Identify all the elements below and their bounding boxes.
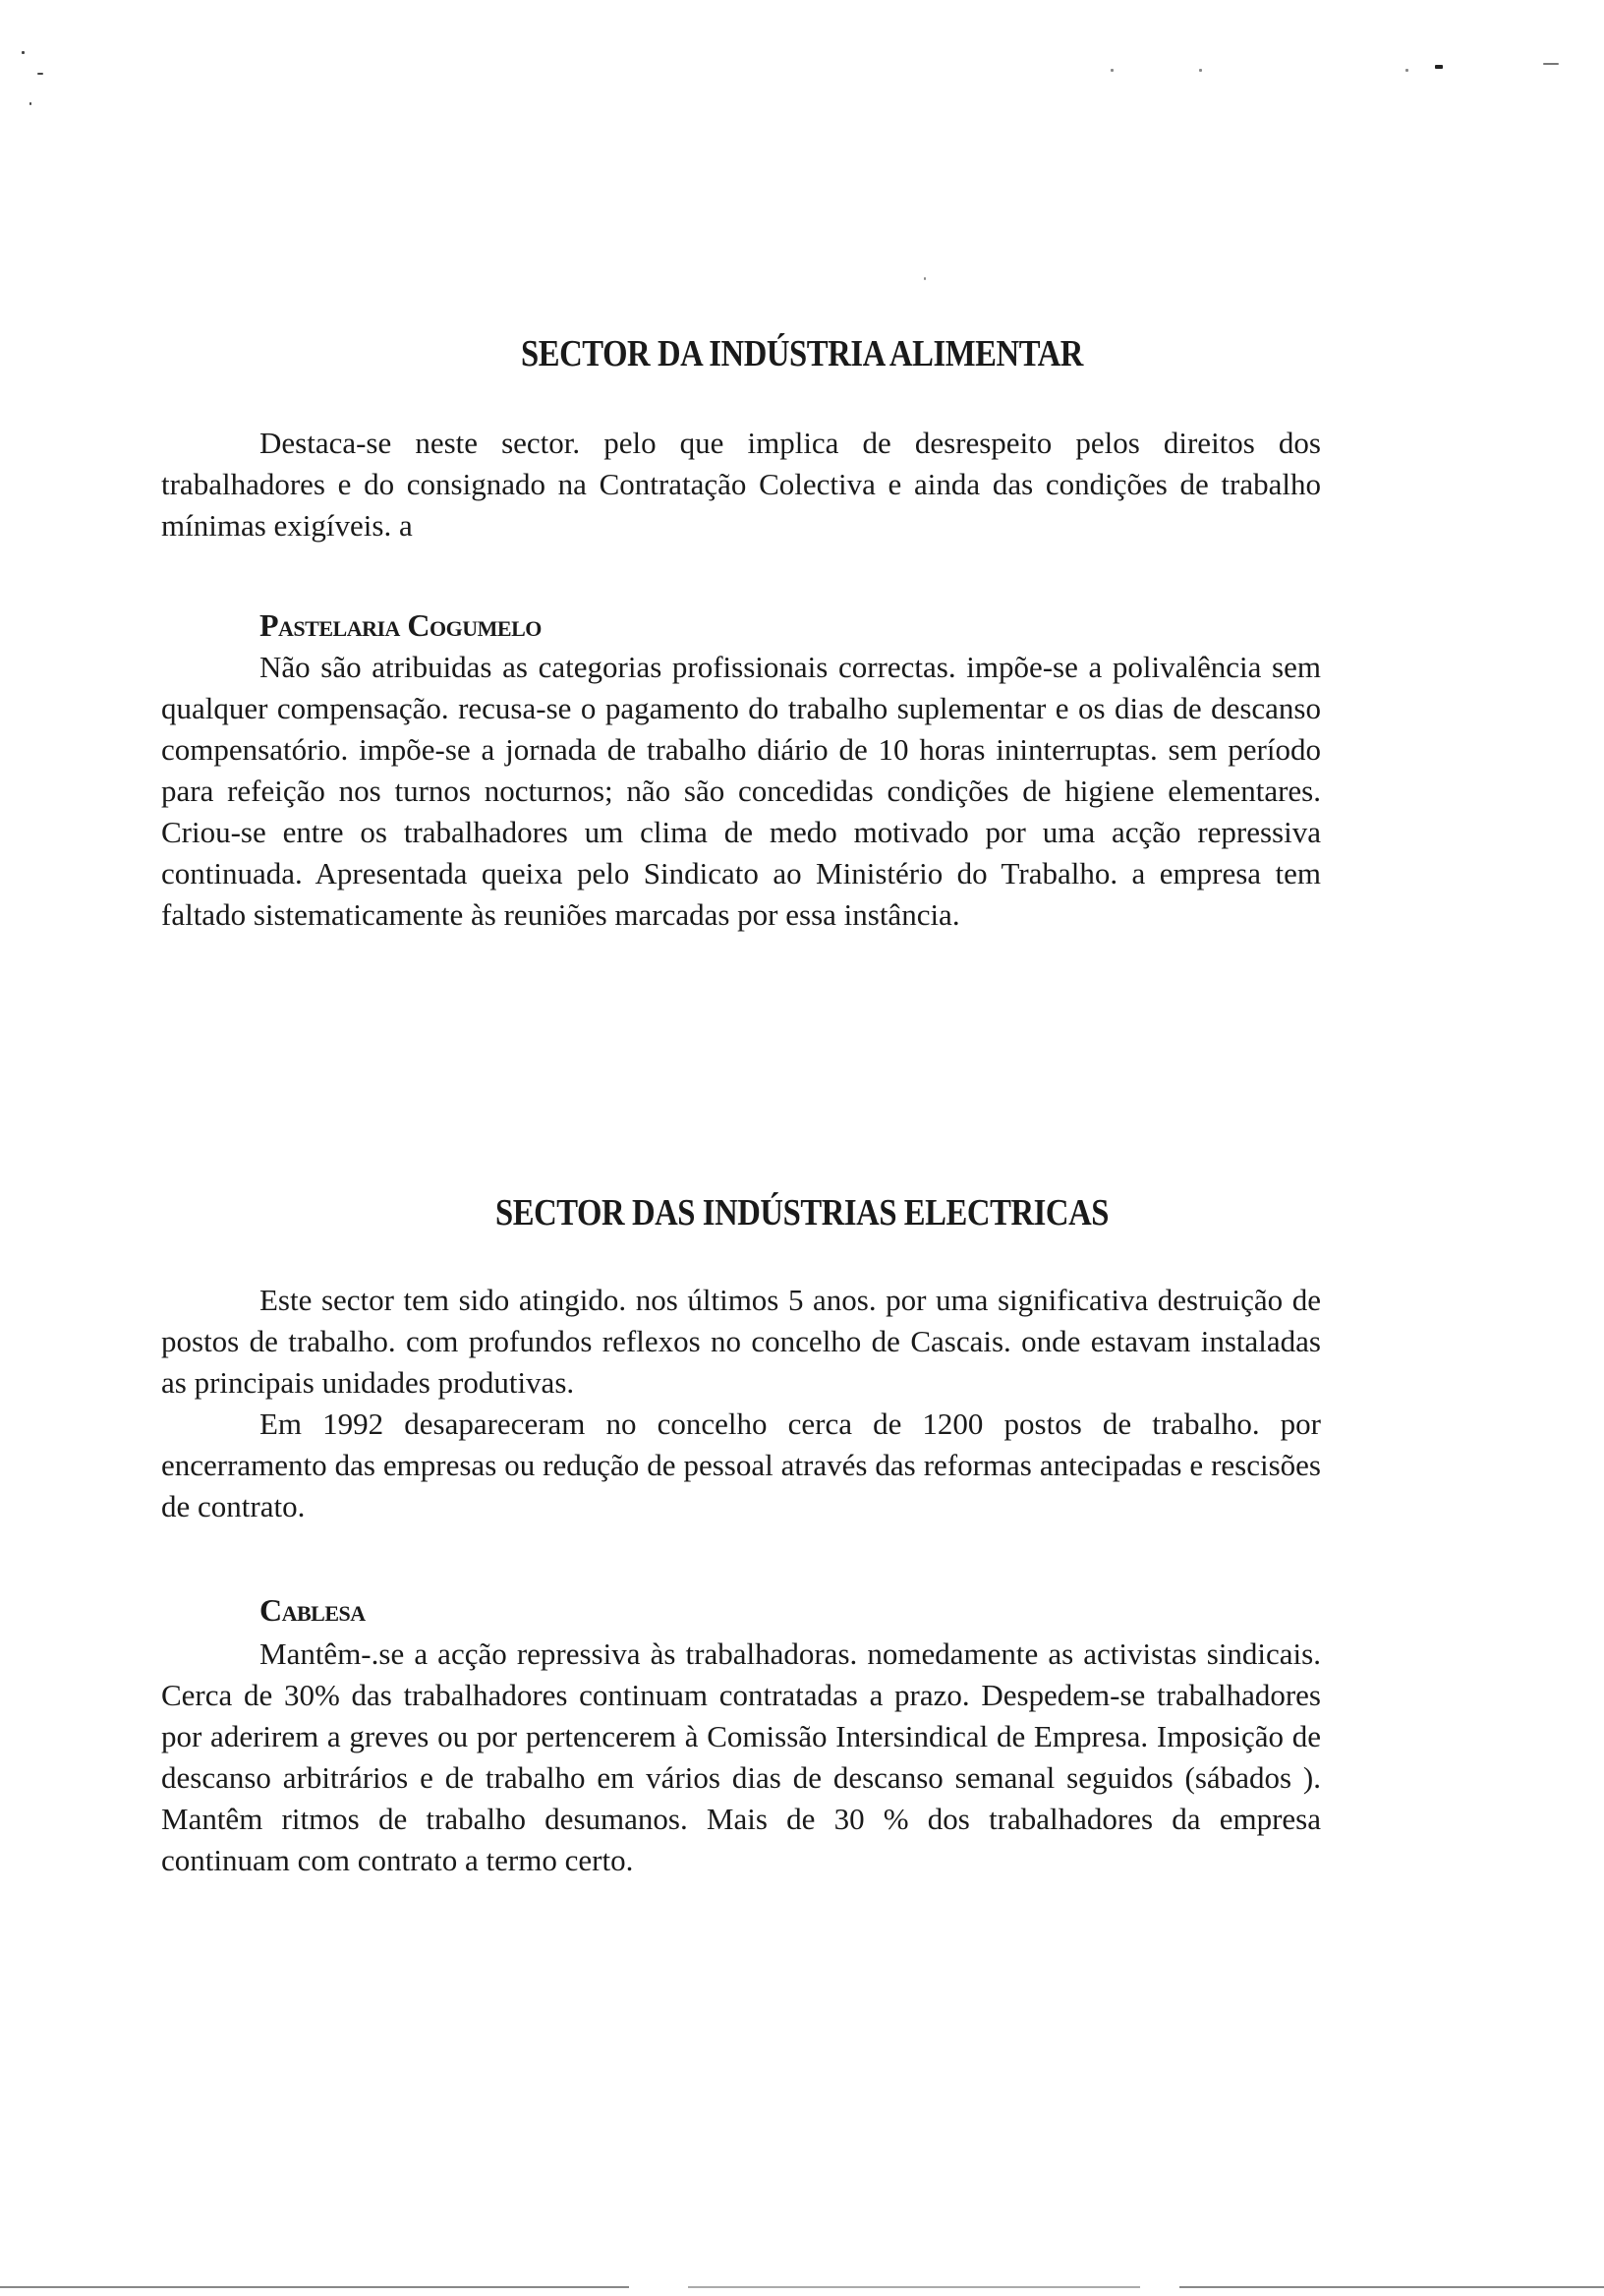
section-2-intro — [161, 1280, 1321, 1404]
scan-edge-line — [0, 2286, 629, 2288]
scan-speck — [1543, 63, 1559, 65]
section-2-paragraph-2-text: Em 1992 desapareceram no concelho cerca de 1200 postos de trabalho. por encerramento das empresas ou redução de pessoal através das reformas antecipadas e rescisões de contrato. — [161, 1406, 1321, 1523]
scan-speck — [1435, 65, 1443, 69]
scan-speck — [1405, 69, 1408, 72]
scan-speck — [1199, 69, 1202, 72]
company-heading-cablesa: Cablesa — [259, 1592, 366, 1628]
scan-edge-line — [688, 2286, 1140, 2288]
scan-speck — [22, 51, 25, 54]
section-1-intro-text: Destaca-se neste sector. pelo que implica de desrespeito pelos direitos dos trabalhadores e do consignado na Contratação Colectiva e ainda das condições de trabalho mínimas exigíveis. a — [161, 426, 1321, 543]
company-2-text: Mantêm-.se a acção repressiva às trabalhadoras. nomedamente as activistas sindicais. Cerca de 30% das trabalhadores continuam contratadas a prazo. Despedem-se trabalhadores por aderirem a greves ou por pertencerem à Comissão Intersindical de Empresa. Imposição de descanso arbitrários e de trabalho em vários dias de descanso semanal seguidos (sábados ). Mantêm ritmos de trabalho desumanos. Mais de 30 % dos trabalhadores da empresa continuam com contrato a termo certo. — [161, 1636, 1321, 1877]
scan-edge-line — [1179, 2286, 1604, 2288]
section-title-electrical-industries: SECTOR DAS INDÚSTRIAS ELECTRICAS — [494, 1192, 1109, 1234]
section-1-intro — [161, 423, 1321, 546]
section-title-food-industry: SECTOR DA INDÚSTRIA ALIMENTAR — [521, 333, 1083, 374]
scan-speck — [29, 102, 31, 105]
scan-speck — [1111, 69, 1114, 72]
company-2-description — [161, 1634, 1321, 1881]
scan-speck — [924, 277, 926, 280]
company-heading-pastelaria-cogumelo: Pastelaria Cogumelo — [259, 607, 542, 643]
scan-speck — [37, 73, 43, 75]
section-2-intro-text: Este sector tem sido atingido. nos últimos 5 anos. por uma significativa destruição de postos de trabalho. com profundos reflexos no concelho de Cascais. onde estavam instaladas as principais unidades produtivas. — [161, 1283, 1321, 1400]
company-1-description — [161, 647, 1321, 936]
section-2-paragraph-2 — [161, 1404, 1321, 1527]
company-1-text: Não são atribuidas as categorias profissionais correctas. impõe-se a polivalência sem qualquer compensação. recusa-se o pagamento do trabalho suplementar e os dias de descanso compensatório. impõe-se a jornada de trabalho diário de 10 horas ininterruptas. sem período para refeição nos turnos nocturnos; não são concedidas condições de higiene elementares. Criou-se entre os trabalhadores um clima de medo motivado por uma acção repressiva continuada. Apresentada queixa pelo Sindicato ao Ministério do Trabalho. a empresa tem faltado sistematicamente às reuniões marcadas por essa instância. — [161, 650, 1321, 932]
